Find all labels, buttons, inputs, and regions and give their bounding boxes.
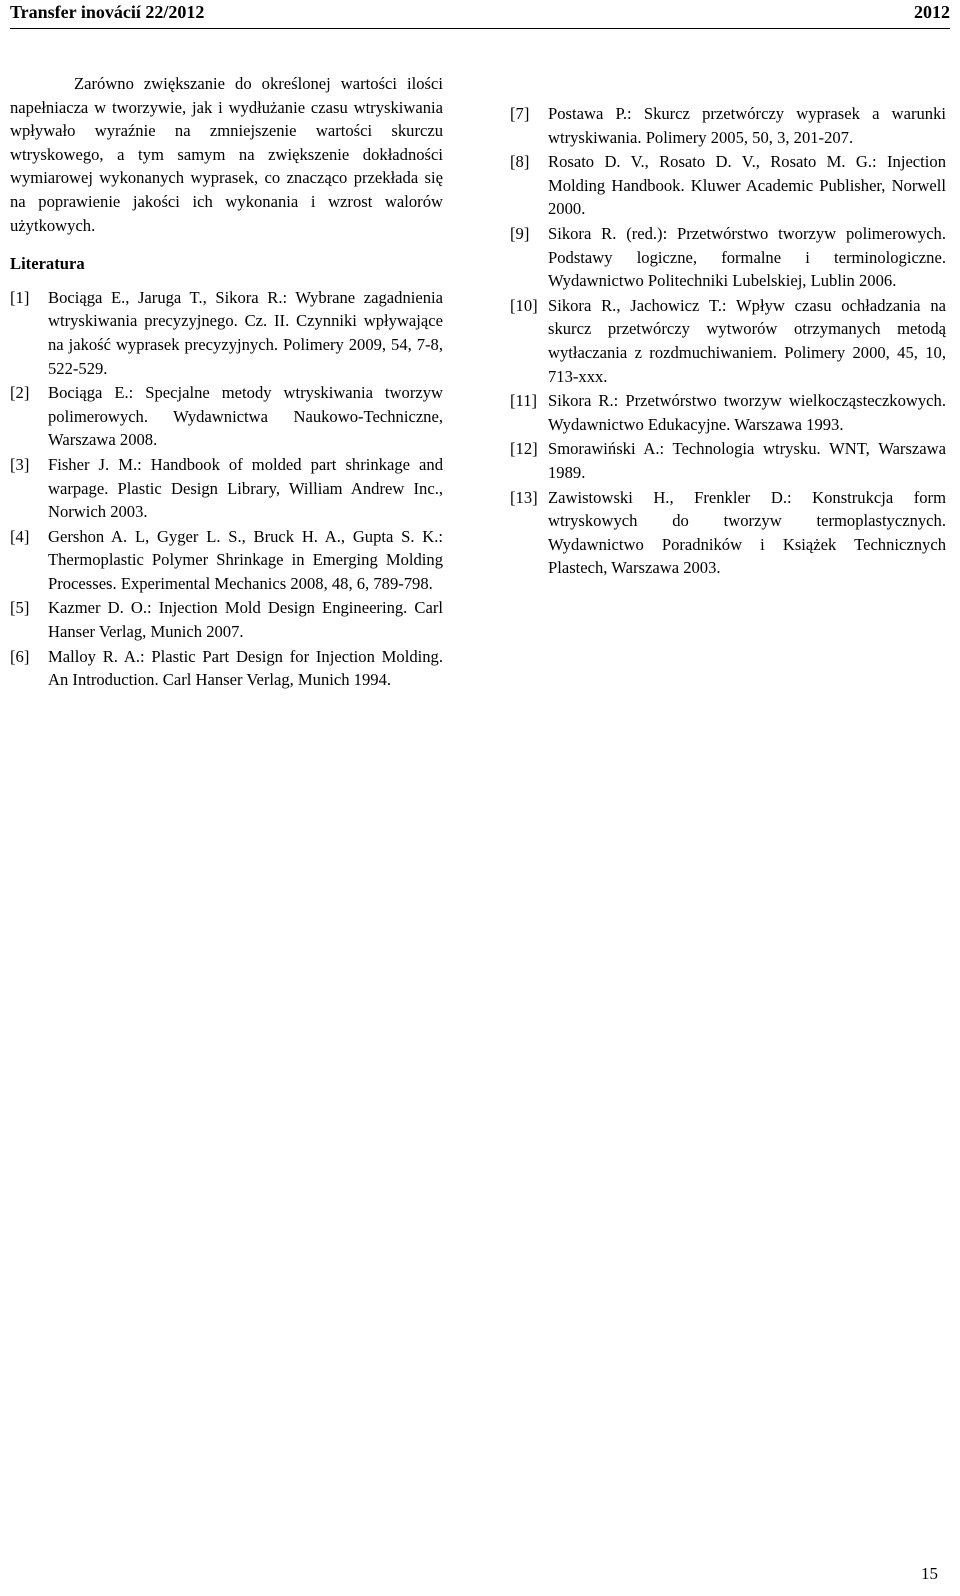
header-year: 2012 (914, 2, 950, 22)
reference-item (10, 596, 443, 643)
reference-number: [8] (510, 152, 530, 172)
reference-item (10, 525, 443, 596)
reference-text: Malloy R. A.: Plastic Part Design for Injection Molding. An Introduction. Carl Hanser Verlag, Munich 1994. (48, 646, 443, 690)
reference-text: Bociąga E.: Specjalne metody wtryskiwania tworzyw polimerowych. Wydawnictwa Naukowo-Techniczne, Warszawa 2008. (48, 383, 443, 450)
reference-list-right (510, 102, 946, 580)
reference-item (510, 389, 946, 436)
reference-item (510, 294, 946, 388)
reference-number: [12] (510, 439, 538, 459)
left-column (10, 72, 443, 693)
reference-number: [6] (10, 646, 30, 666)
header-rule (10, 28, 950, 29)
reference-number: [11] (510, 391, 538, 411)
reference-text: Sikora R. (red.): Przetwórstwo tworzyw polimerowych. Podstawy logiczne, formalne i terminologiczne. Wydawnictwo Politechniki Lubelskiej, Lublin 2006. (548, 223, 946, 291)
reference-number: [10] (510, 295, 538, 315)
journal-title: Transfer inovácií 22/2012 (10, 2, 205, 22)
reference-text: Rosato D. V., Rosato D. V., Rosato M. G.: Injection Molding Handbook. Kluwer Academic Publisher, Norwell 2000. (548, 152, 946, 219)
reference-item (10, 381, 443, 452)
reference-text: Sikora R., Jachowicz T.: Wpływ czasu ochładzania na skurcz przetwórczy wytworów otrzymanych metodą wytłaczania z rozdmuchiwaniem. Polimery 2000, 45, 10, 713-xxx. (548, 295, 946, 386)
reference-item (10, 453, 443, 524)
literature-heading: Literatura (10, 254, 85, 274)
reference-text: Bociąga E., Jaruga T., Sikora R.: Wybrane zagadnienia wtryskiwania precyzyjnego. Cz. II. Czynniki wpływające na jakość wyprasek precyzyjnych. Polimery 2009, 54, 7-8, 522-529. (48, 287, 443, 378)
reference-number: [4] (10, 526, 30, 546)
reference-item (510, 437, 946, 484)
reference-item (510, 102, 946, 149)
reference-number: [13] (510, 487, 538, 507)
reference-text: Smorawiński A.: Technologia wtrysku. WNT, Warszawa 1989. (548, 439, 946, 482)
reference-text: Kazmer D. O.: Injection Mold Design Engineering. Carl Hanser Verlag, Munich 2007. (48, 598, 443, 642)
reference-text: Fisher J. M.: Handbook of molded part shrinkage and warpage. Plastic Design Library, William Andrew Inc., Norwich 2003. (48, 454, 443, 522)
reference-text: Sikora R.: Przetwórstwo tworzyw wielkocząsteczkowych. Wydawnictwo Edukacyjne. Warszawa 1993. (548, 391, 946, 434)
reference-number: [9] (510, 223, 530, 243)
reference-text: Gershon A. L, Gyger L. S., Bruck H. A., Gupta S. K.: Thermoplastic Polymer Shrinkage in Emerging Molding Processes. Experimental Mechanics 2008, 48, 6, 789-798. (48, 526, 443, 593)
reference-text: Postawa P.: Skurcz przetwórczy wyprasek a warunki wtryskiwania. Polimery 2005, 50, 3, 201-207. (548, 104, 946, 147)
reference-number: [5] (10, 598, 30, 618)
reference-item (510, 222, 946, 293)
conclusion-paragraph: Zarówno zwiększanie do określonej wartości ilości napełniacza w tworzywie, jak i wydłużanie czasu wtryskiwania wpływało wyraźnie na zmniejszenie wartości skurczu wtryskowego, a tym samym na zwiększenie dokładności wymiarowej wykonanych wyprasek, co znacząco przekłada się na poprawienie jakości ich wykonania i wzrost walorów użytkowych. (10, 74, 443, 235)
reference-number: [2] (10, 383, 30, 403)
right-column (510, 102, 946, 581)
reference-number: [3] (10, 454, 30, 474)
page-header (10, 0, 950, 28)
reference-number: [7] (510, 104, 530, 123)
reference-list-left (10, 286, 443, 692)
reference-item (10, 645, 443, 692)
reference-item (510, 150, 946, 221)
reference-text: Zawistowski H., Frenkler D.: Konstrukcja form wtryskowych do tworzyw termoplastycznych. Wydawnictwo Poradników i Książek Technicznych Plastech, Warszawa 2003. (548, 487, 946, 578)
reference-item (10, 286, 443, 380)
reference-number: [1] (10, 287, 30, 307)
reference-item (510, 486, 946, 580)
page-number: 15 (921, 1564, 938, 1583)
